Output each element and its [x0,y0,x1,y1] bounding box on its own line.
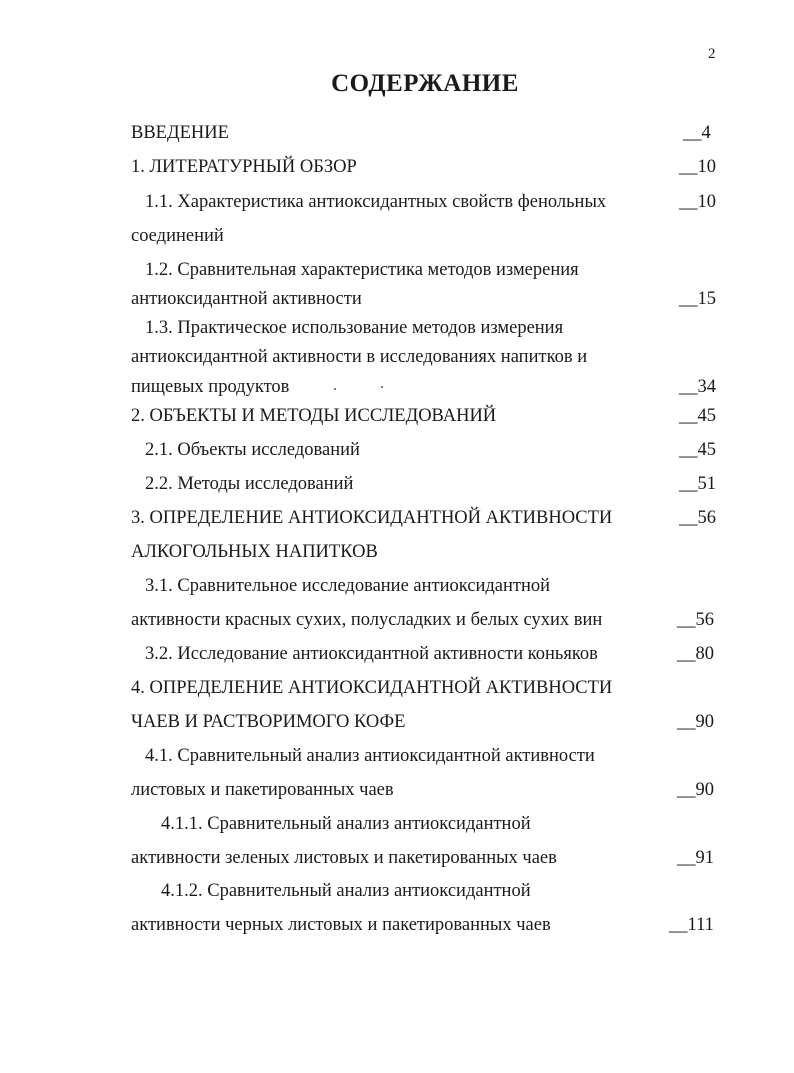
toc-page-number: __56 [679,508,716,528]
toc-page-number: __10 [679,192,716,212]
toc-entry-section-1-3-cont: антиоксидантной активности в исследованиях напитков и [131,347,588,367]
toc-page-number: __80 [677,644,714,664]
toc-entry-subsection-4-1-2-cont: активности черных листовых и пакетированных чаев [131,915,551,935]
toc-entry-subsection-4-1-2[interactable]: 4.1.2. Сравнительный анализ антиоксидантной [161,881,531,901]
toc-entry-section-1-1[interactable]: 1.1. Характеристика антиоксидантных свойств фенольных [145,192,607,212]
scan-speck [334,388,336,390]
toc-page-number: __90 [677,712,714,732]
toc-page-number: __10 [679,157,716,177]
toc-page-number: __91 [677,848,714,868]
toc-page-number: __90 [677,780,714,800]
toc-page-number: __51 [679,474,716,494]
scan-speck [381,386,383,388]
toc-entry-chapter-1[interactable]: 1. ЛИТЕРАТУРНЫЙ ОБЗОР [131,157,357,177]
toc-entry-section-4-1[interactable]: 4.1. Сравнительный анализ антиоксидантной активности [145,746,595,766]
toc-entry-section-3-1[interactable]: 3.1. Сравнительное исследование антиоксидантной [145,576,551,596]
page-number: 2 [708,46,716,62]
toc-entry-section-1-2[interactable]: 1.2. Сравнительная характеристика методов измерения [145,260,579,280]
toc-entry-section-1-1-cont: соединений [131,226,224,246]
toc-page-number: __4 [683,123,711,143]
toc-entry-chapter-4[interactable]: 4. ОПРЕДЕЛЕНИЕ АНТИОКСИДАНТНОЙ АКТИВНОСТИ [131,678,613,698]
toc-entry-section-3-2[interactable]: 3.2. Исследование антиоксидантной активности коньяков [145,644,598,664]
toc-page-number: __111 [669,915,714,935]
toc-entry-subsection-4-1-1[interactable]: 4.1.1. Сравнительный анализ антиоксидантной [161,814,531,834]
toc-page-number: __34 [679,377,716,397]
toc-entry-section-1-3[interactable]: 1.3. Практическое использование методов измерения [145,318,564,338]
toc-page-number: __45 [679,406,716,426]
toc-entry-chapter-2[interactable]: 2. ОБЪЕКТЫ И МЕТОДЫ ИССЛЕДОВАНИЙ [131,406,497,426]
toc-entry-section-3-1-cont: активности красных сухих, полусладких и белых сухих вин [131,610,603,630]
toc-entry-chapter-3-cont: АЛКОГОЛЬНЫХ НАПИТКОВ [131,542,378,562]
toc-entry-chapter-3[interactable]: 3. ОПРЕДЕЛЕНИЕ АНТИОКСИДАНТНОЙ АКТИВНОСТИ [131,508,613,528]
toc-entry-section-1-2-cont: антиоксидантной активности [131,289,362,309]
toc-entry-subsection-4-1-1-cont: активности зеленых листовых и пакетированных чаев [131,848,557,868]
toc-entry-section-2-1[interactable]: 2.1. Объекты исследований [145,440,360,460]
toc-title: СОДЕРЖАНИЕ [331,70,519,97]
toc-page-number: __45 [679,440,716,460]
toc-entry-section-4-1-cont: листовых и пакетированных чаев [131,780,394,800]
toc-entry-section-2-2[interactable]: 2.2. Методы исследований [145,474,354,494]
toc-entry-intro[interactable]: ВВЕДЕНИЕ [131,123,229,143]
toc-entry-chapter-4-cont: ЧАЕВ И РАСТВОРИМОГО КОФЕ [131,712,406,732]
toc-entry-section-1-3-cont: пищевых продуктов [131,377,290,397]
toc-page-number: __15 [679,289,716,309]
toc-page-number: __56 [677,610,714,630]
